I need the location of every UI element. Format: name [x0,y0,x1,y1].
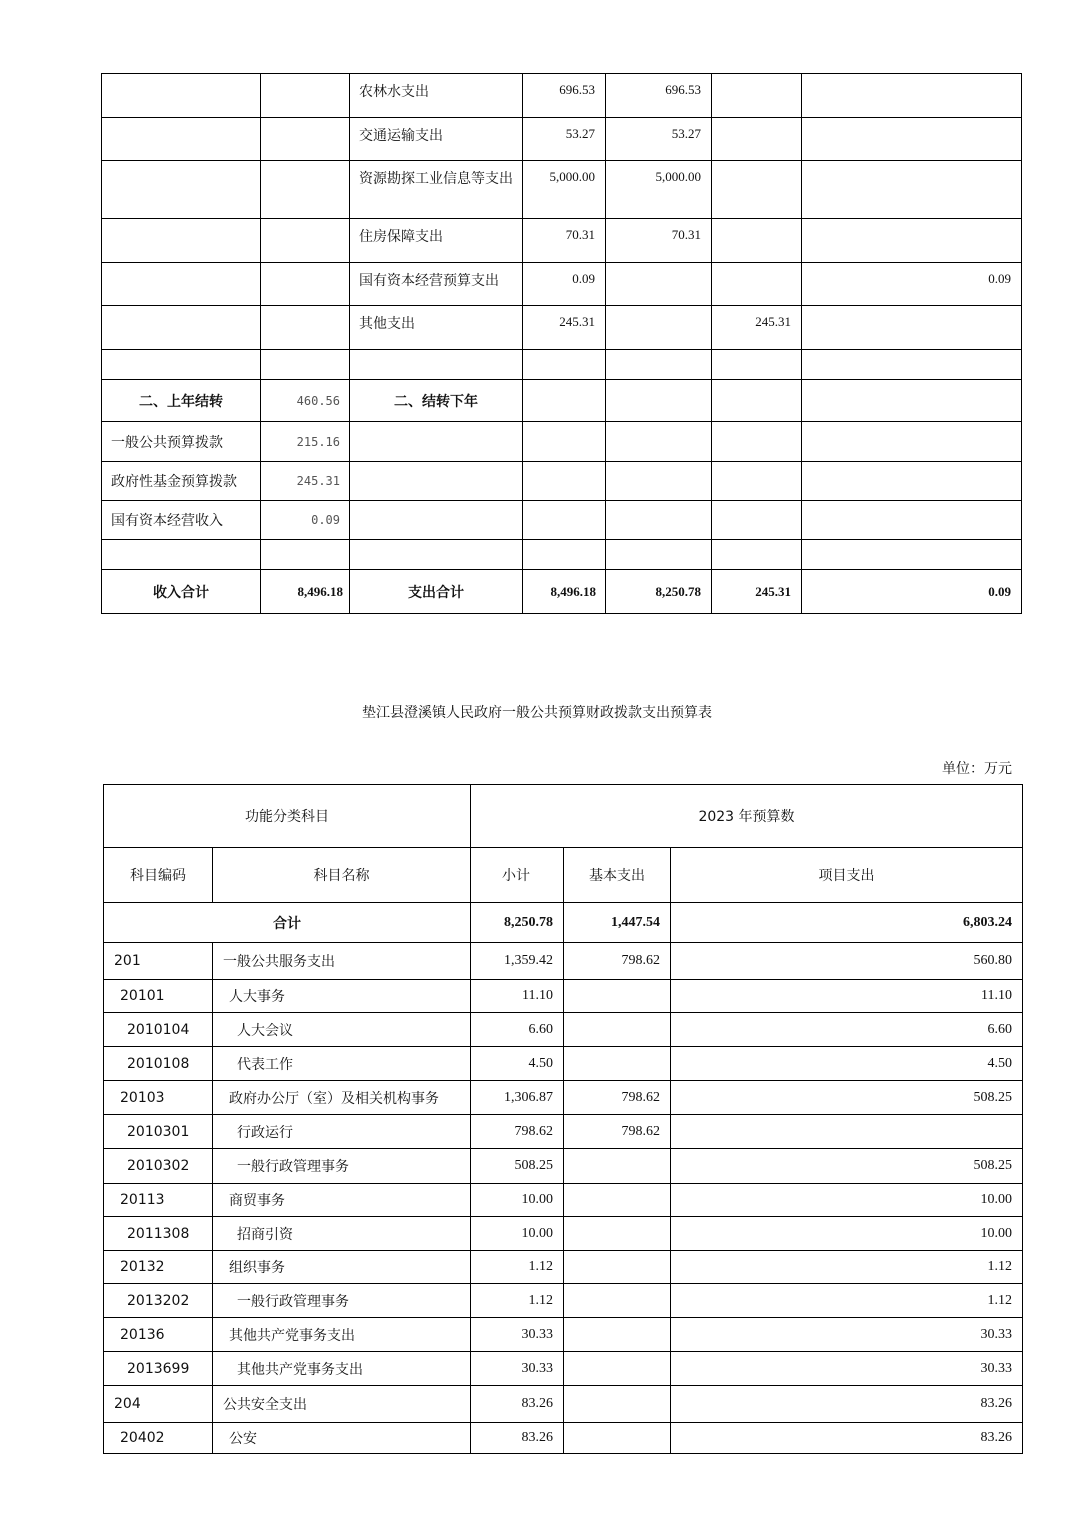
subtotal-value: 10.00 [471,1217,564,1251]
carry-over-in-label: 二、上年结转 [102,380,261,422]
table-row: 国有资本经营预算支出 0.09 0.09 [102,263,1022,306]
account-name: 一般行政管理事务 [213,1149,471,1184]
table-row [104,1149,1023,1184]
account-code: 2013699 [104,1352,213,1386]
budget-expense-table [103,784,1023,1454]
basic-value [564,1386,671,1423]
account-code: 2010104 [104,1013,213,1047]
project-value: 1.12 [671,1284,1023,1318]
total-label: 合计 [104,903,471,943]
table-row [104,1284,1023,1318]
basic-value [564,1149,671,1184]
expense-item: 农林水支出 [350,74,523,118]
account-name: 行政运行 [213,1115,471,1149]
table-row [104,1386,1023,1423]
table-row: 政府性基金预算拨款 245.31 [102,462,1022,501]
account-code: 2011308 [104,1217,213,1251]
basic-value [564,1352,671,1386]
account-name: 一般公共服务支出 [213,943,471,980]
table-row [102,350,1022,380]
expense-item: 其他支出 [350,306,523,350]
table-row [104,1013,1023,1047]
income-expense-table [101,73,1022,614]
account-name: 代表工作 [213,1047,471,1081]
basic-value [564,1184,671,1217]
account-name: 政府办公厅（室）及相关机构事务 [213,1081,471,1115]
project-value: 11.10 [671,980,1023,1013]
basic-value: 798.62 [564,1081,671,1115]
project-value: 560.80 [671,943,1023,980]
subtotal-value: 11.10 [471,980,564,1013]
account-name: 商贸事务 [213,1184,471,1217]
table-row [104,1352,1023,1386]
table-row: 一般公共预算拨款 215.16 [102,422,1022,462]
table-row: 住房保障支出 70.31 70.31 [102,219,1022,263]
header-function-category: 功能分类科目 [104,785,471,848]
account-name: 公安 [213,1423,471,1454]
subtotal-value: 30.33 [471,1352,564,1386]
basic-value: 798.62 [564,943,671,980]
account-code: 20113 [104,1184,213,1217]
subtotal-value: 1,359.42 [471,943,564,980]
total-row: 收入合计 8,496.18 支出合计 8,496.18 8,250.78 245.31 0.09 [102,570,1022,614]
subtotal-value: 1.12 [471,1284,564,1318]
basic-value [564,1013,671,1047]
project-value: 508.25 [671,1149,1023,1184]
table-row: 国有资本经营收入 0.09 [102,501,1022,540]
account-code: 2010108 [104,1047,213,1081]
expense-item: 国有资本经营预算支出 [350,263,523,306]
table-row: 其他支出 245.31 245.31 [102,306,1022,350]
subtotal-value: 83.26 [471,1423,564,1454]
expense-item: 资源勘探工业信息等支出 [350,161,523,219]
total-basic: 1,447.54 [564,903,671,943]
project-value: 83.26 [671,1386,1023,1423]
account-code: 20132 [104,1251,213,1284]
table-row [104,1318,1023,1352]
account-code: 20103 [104,1081,213,1115]
total-project: 6,803.24 [671,903,1023,943]
header-name: 科目名称 [213,848,471,903]
project-value: 30.33 [671,1318,1023,1352]
basic-value [564,1251,671,1284]
account-name: 公共安全支出 [213,1386,471,1423]
subtotal-value: 6.60 [471,1013,564,1047]
table-row [104,980,1023,1013]
account-code: 20101 [104,980,213,1013]
subtotal-value: 1.12 [471,1251,564,1284]
expense-item: 住房保障支出 [350,219,523,263]
table-row [104,1217,1023,1251]
account-code: 2010302 [104,1149,213,1184]
project-value: 10.00 [671,1184,1023,1217]
expense-total-label: 支出合计 [350,570,523,614]
header-code: 科目编码 [104,848,213,903]
account-name: 人大会议 [213,1013,471,1047]
table-header-row [104,848,1023,903]
income-total-label: 收入合计 [102,570,261,614]
project-value [671,1115,1023,1149]
table-row: 二、上年结转 460.56 二、结转下年 [102,380,1022,422]
account-code: 2010301 [104,1115,213,1149]
subtotal-value: 30.33 [471,1318,564,1352]
table-row [104,1423,1023,1454]
table-row: 交通运输支出 53.27 53.27 [102,118,1022,161]
expense-total: 8,496.18 [523,570,606,614]
page-title: 垫江县澄溪镇人民政府一般公共预算财政拨款支出预算表 [362,705,712,721]
account-code: 20136 [104,1318,213,1352]
basic-value [564,1284,671,1318]
table-row [102,540,1022,570]
header-budget-year: 2023 年预算数 [471,785,1023,848]
project-value: 10.00 [671,1217,1023,1251]
total-subtotal: 8,250.78 [471,903,564,943]
table-header-row [104,785,1023,848]
table-row [104,1081,1023,1115]
account-name: 招商引资 [213,1217,471,1251]
table-row [104,1047,1023,1081]
basic-value [564,1217,671,1251]
subtotal-value: 1,306.87 [471,1081,564,1115]
subtotal-value: 83.26 [471,1386,564,1423]
account-code: 204 [104,1386,213,1423]
unit-label: 单位：万元 [942,761,1012,777]
total-row [104,903,1023,943]
account-name: 其他共产党事务支出 [213,1318,471,1352]
table-row: 资源勘探工业信息等支出 5,000.00 5,000.00 [102,161,1022,219]
subtotal-value: 10.00 [471,1184,564,1217]
account-name: 组织事务 [213,1251,471,1284]
table-row [104,943,1023,980]
basic-value [564,1047,671,1081]
account-code: 201 [104,943,213,980]
account-name: 一般行政管理事务 [213,1284,471,1318]
table-row: 农林水支出 696.53 696.53 [102,74,1022,118]
table-row [104,1115,1023,1149]
income-total: 8,496.18 [261,570,350,614]
project-value: 508.25 [671,1081,1023,1115]
project-value: 6.60 [671,1013,1023,1047]
subtotal-value: 4.50 [471,1047,564,1081]
account-name: 其他共产党事务支出 [213,1352,471,1386]
basic-value [564,980,671,1013]
table-row [104,1184,1023,1217]
carry-over-out-label: 二、结转下年 [350,380,523,422]
expense-item: 交通运输支出 [350,118,523,161]
header-project: 项目支出 [671,848,1023,903]
account-code: 2013202 [104,1284,213,1318]
basic-value [564,1318,671,1352]
basic-value [564,1423,671,1454]
subtotal-value: 798.62 [471,1115,564,1149]
account-code: 20402 [104,1423,213,1454]
project-value: 1.12 [671,1251,1023,1284]
header-basic: 基本支出 [564,848,671,903]
header-subtotal: 小计 [471,848,564,903]
subtotal-value: 508.25 [471,1149,564,1184]
project-value: 30.33 [671,1352,1023,1386]
project-value: 4.50 [671,1047,1023,1081]
account-name: 人大事务 [213,980,471,1013]
table-row [104,1251,1023,1284]
project-value: 83.26 [671,1423,1023,1454]
basic-value: 798.62 [564,1115,671,1149]
